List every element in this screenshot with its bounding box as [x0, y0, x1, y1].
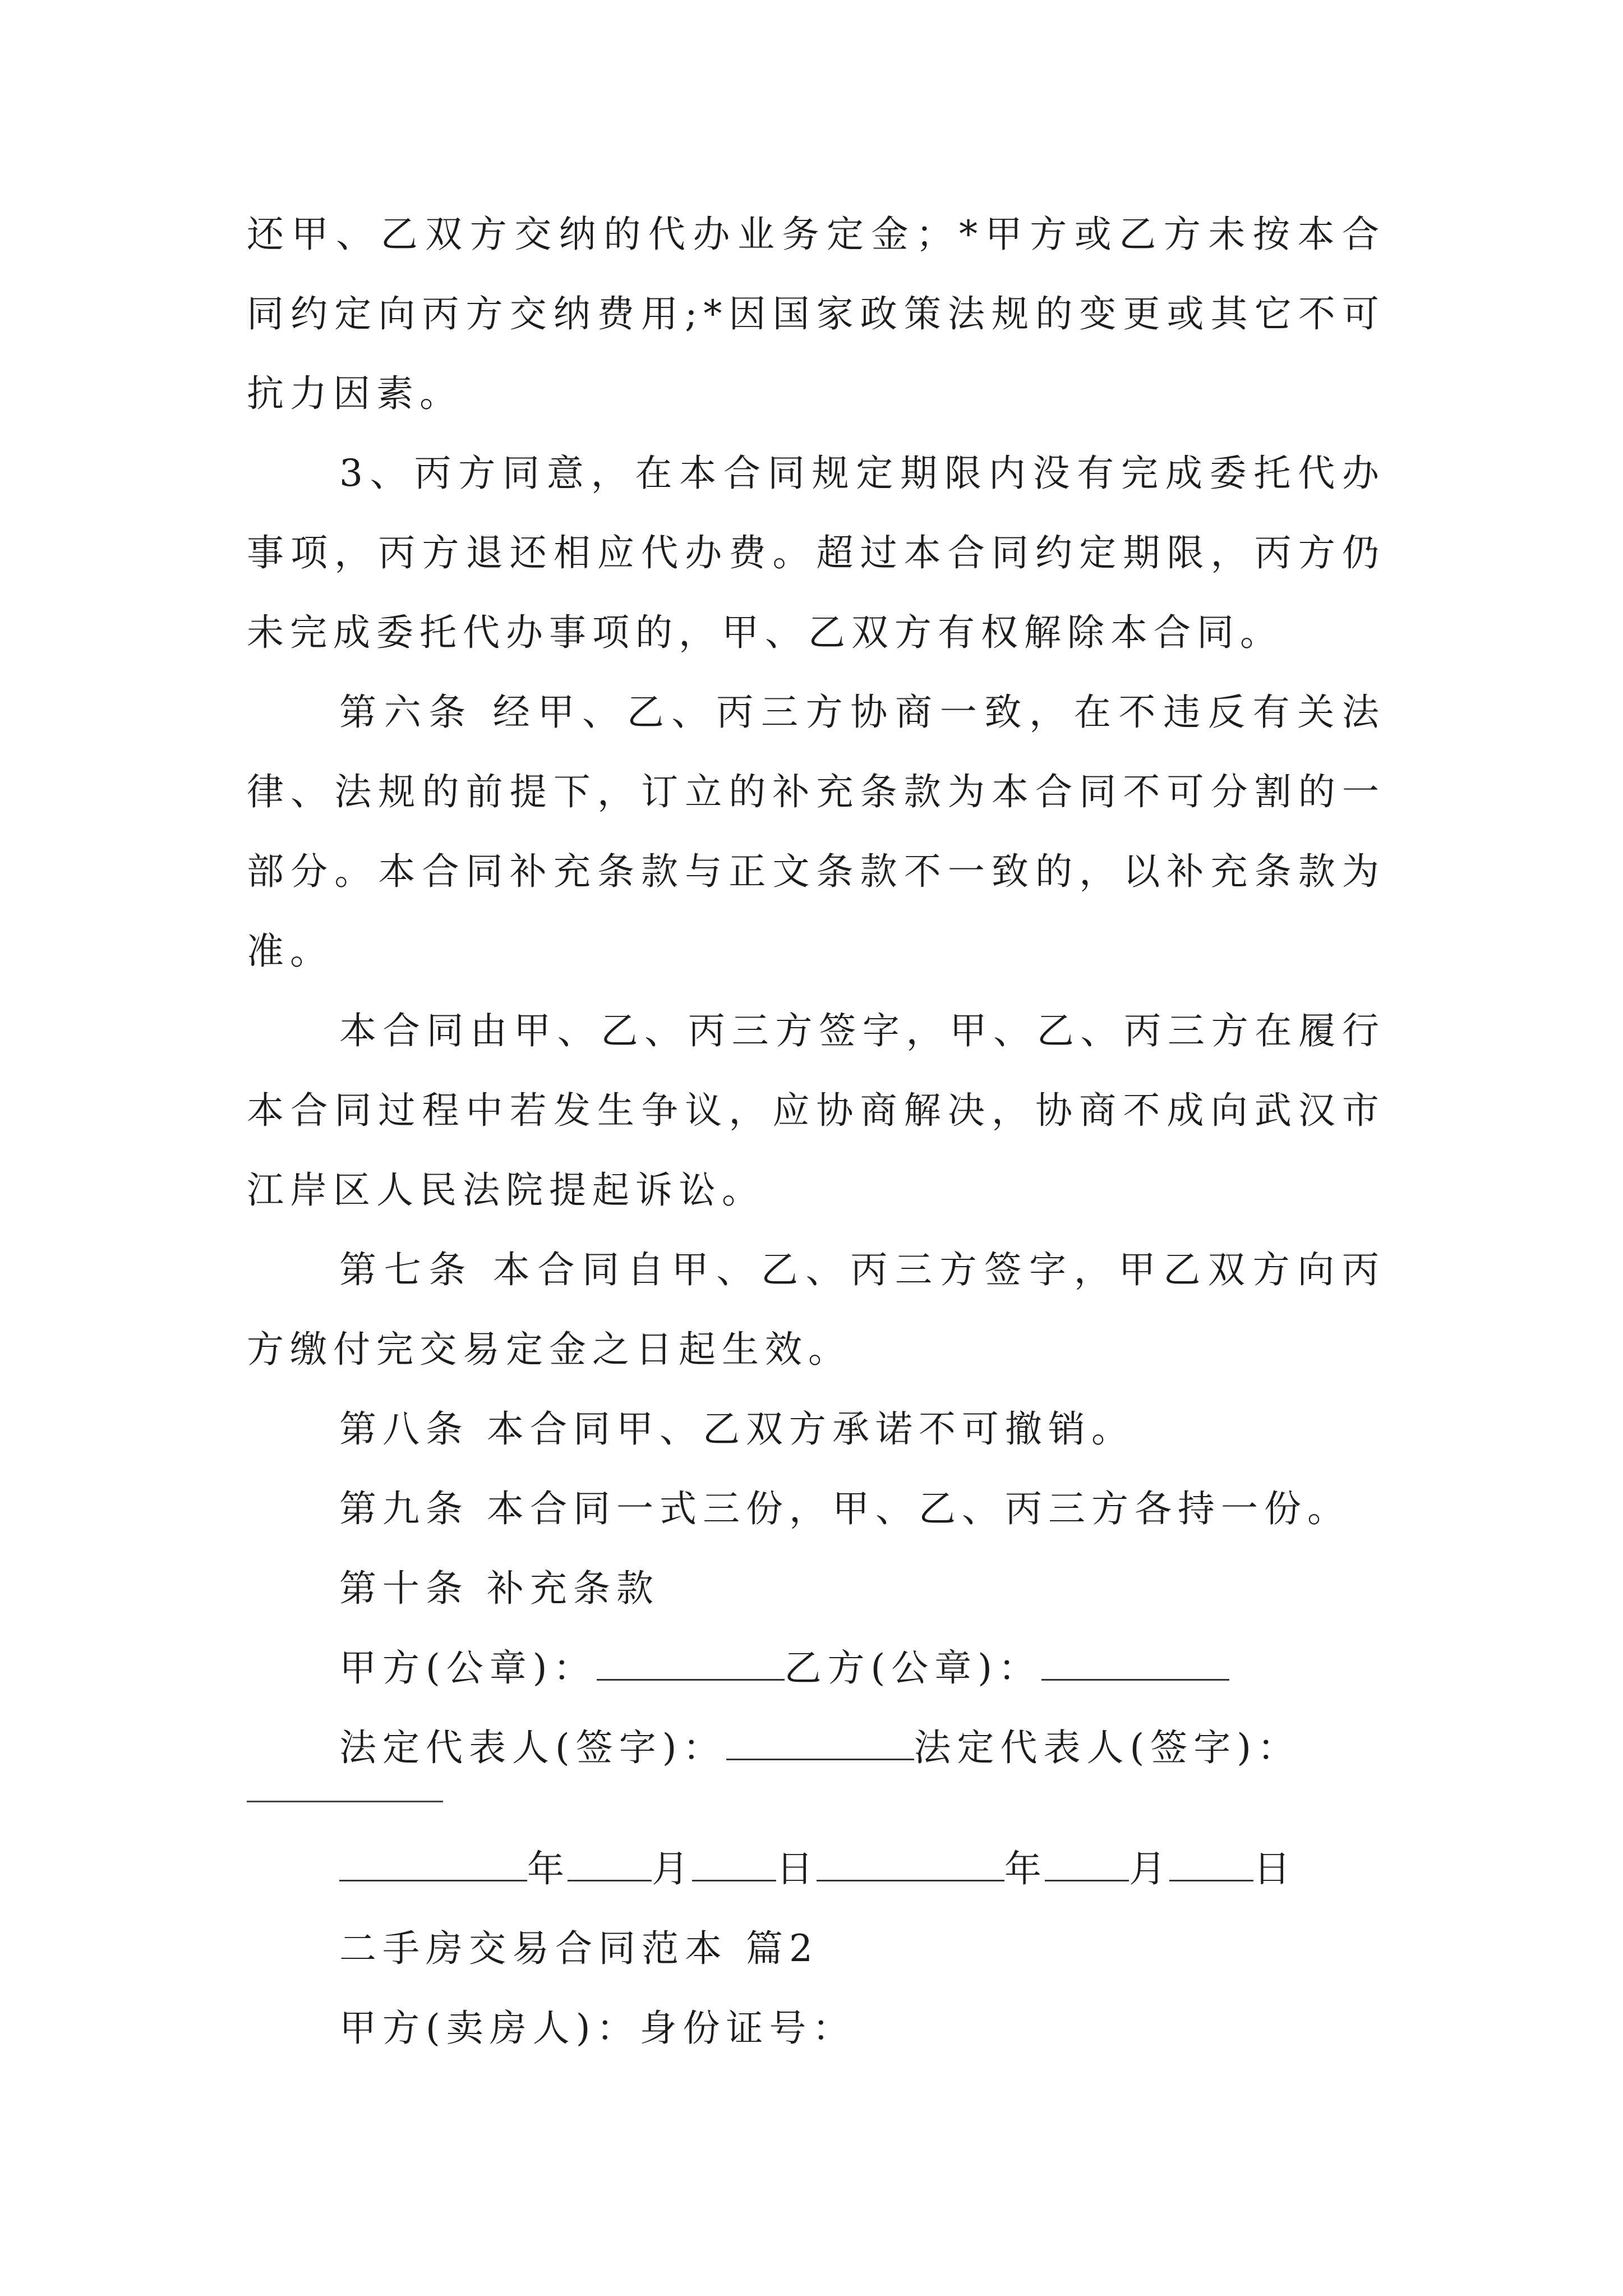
article-9-line: 第九条 本合同一式三份，甲、乙、丙三方各持一份。	[339, 1487, 1350, 1530]
rep-a-label: 法定代表人(签字)：	[339, 1726, 726, 1769]
rep-b-signature-blank	[247, 1801, 443, 1802]
party-a-seal-label: 甲方(公章)：	[339, 1646, 597, 1690]
party-a-seal-blank	[597, 1645, 785, 1681]
body-line: 部分。本合同补充条款与正文条款不一致的，以补充条款为	[247, 850, 1385, 893]
body-line: 事项，丙方退还相应代办费。超过本合同约定期限，丙方仍	[247, 531, 1385, 574]
body-line: 同约定向丙方交纳费用;*因国家政策法规的变更或其它不可	[247, 292, 1385, 335]
rep-b-label: 法定代表人(签字)：	[914, 1726, 1301, 1769]
body-line: 还甲、乙双方交纳的代办业务定金；*甲方或乙方未按本合	[247, 213, 1385, 256]
seal-line	[339, 1639, 1478, 1697]
month-label: 月	[1129, 1847, 1169, 1890]
month-label: 月	[652, 1847, 692, 1890]
date-a-year-blank	[339, 1846, 527, 1881]
date-b-year-blank	[817, 1846, 1004, 1881]
year-label: 年	[527, 1847, 568, 1890]
party-b-seal-label: 乙方(公章)：	[784, 1646, 1041, 1690]
section-2-heading: 二手房交易合同范本 篇2	[339, 1927, 819, 1970]
day-label: 日	[1253, 1847, 1294, 1890]
body-line: 江岸区人民法院提起诉讼。	[247, 1168, 765, 1212]
article-8-line: 第八条 本合同甲、乙双方承诺不可撤销。	[339, 1407, 1135, 1451]
seller-info-line: 甲方(卖房人)：身份证号：	[339, 2007, 856, 2050]
body-line: 准。	[247, 930, 333, 973]
date-line	[339, 1840, 1478, 1898]
date-b-month-blank	[1045, 1846, 1129, 1881]
body-line: 方缴付完交易定金之日起生效。	[247, 1328, 851, 1371]
body-line: 本合同过程中若发生争议，应协商解决，协商不成向武汉市	[247, 1089, 1385, 1132]
article-7-line: 第七条 本合同自甲、乙、丙三方签字，甲乙双方向丙	[339, 1248, 1385, 1291]
body-line: 未完成委托代办事项的，甲、乙双方有权解除本合同。	[247, 611, 1283, 654]
article-6-line: 第六条 经甲、乙、丙三方协商一致，在不违反有关法	[339, 691, 1385, 734]
rep-a-blank	[726, 1725, 914, 1760]
representative-line	[339, 1719, 1478, 1777]
party-b-seal-blank	[1041, 1645, 1229, 1681]
year-label: 年	[1004, 1847, 1045, 1890]
body-line: 本合同由甲、乙、丙三方签字，甲、乙、丙三方在履行	[339, 1009, 1385, 1052]
body-line: 律、法规的前提下，订立的补充条款为本合同不可分割的一	[247, 770, 1385, 813]
body-line: 抗力因素。	[247, 372, 463, 415]
date-a-month-blank	[568, 1846, 652, 1881]
date-a-day-blank	[692, 1846, 776, 1881]
day-label: 日	[776, 1847, 817, 1890]
body-line: 3、丙方同意，在本合同规定期限内没有完成委托代办	[339, 452, 1385, 495]
article-10-line: 第十条 补充条款	[339, 1567, 660, 1610]
date-b-day-blank	[1169, 1846, 1253, 1881]
